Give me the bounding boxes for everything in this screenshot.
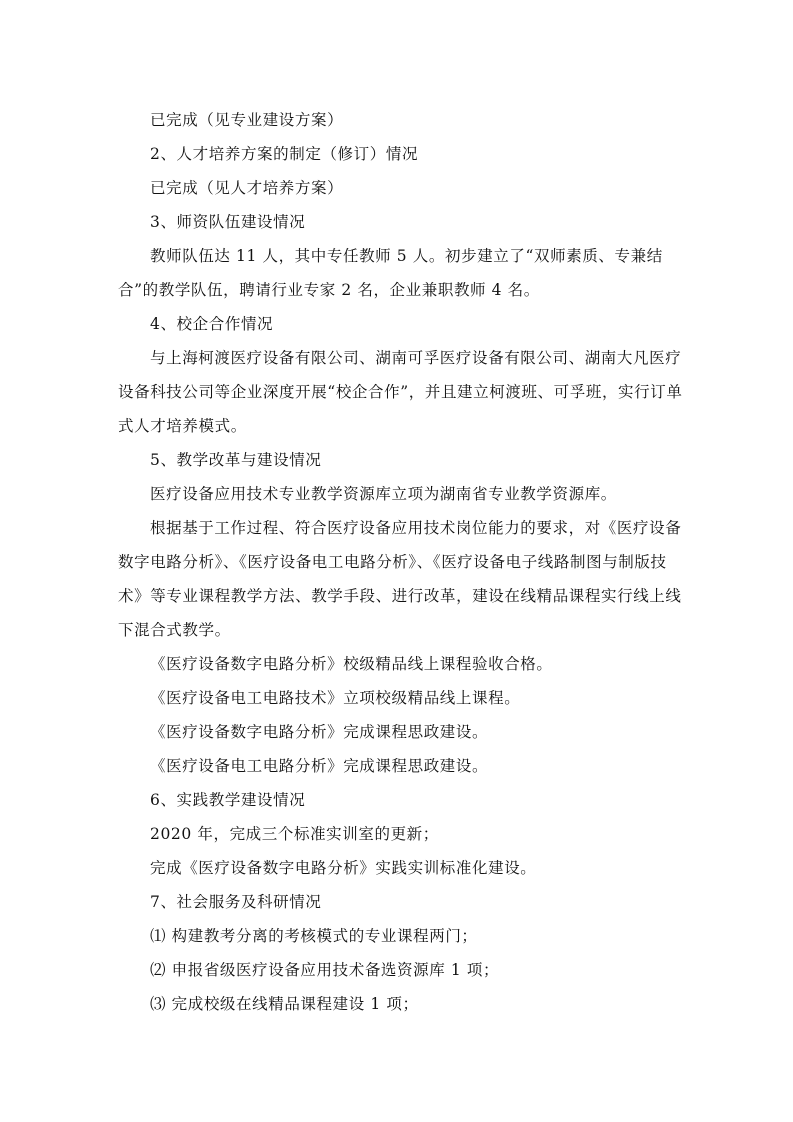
section-heading-school-enterprise: 4、校企合作情况: [150, 315, 274, 333]
section-heading-faculty: 3、师资队伍建设情况: [150, 213, 306, 231]
status-completed-training: 已完成（见人才培养方案）: [150, 179, 344, 197]
status-completed-construction: 已完成（见专业建设方案）: [150, 111, 344, 129]
course-item: 《医疗设备电工电路分析》完成课程思政建设。: [150, 757, 489, 775]
reform-paragraph: 根据基于工作过程、符合医疗设备应用技术岗位能力的要求，对《医疗设备数字电路分析》、《医疗设备电工电路分析》、《医疗设备电子线路制图与制版技术》等专业课程教学方法、教学手段、进行改革，建设在线精品课程实行线上线下混合式教学。: [118, 519, 682, 639]
document-body: [118, 103, 688, 1021]
faculty-paragraph: 教师队伍达 11 人，其中专任教师 5 人。初步建立了“双师素质、专兼结合”的教学队伍，聘请行业专家 2 名，企业兼职教师 4 名。: [118, 247, 663, 299]
course-item: 《医疗设备数字电路分析》校级精品线上课程验收合格。: [150, 655, 553, 673]
service-item: ⑴ 构建教考分离的考核模式的专业课程两门；: [150, 927, 478, 945]
practice-item: 完成《医疗设备数字电路分析》实践实训标准化建设。: [150, 859, 537, 877]
course-item: 《医疗设备电工电路技术》立项校级精品线上课程。: [150, 689, 521, 707]
section-heading-training-plan: 2、人才培养方案的制定（修订）情况: [150, 145, 419, 163]
section-heading-teaching-reform: 5、教学改革与建设情况: [150, 451, 322, 469]
course-item: 《医疗设备数字电路分析》完成课程思政建设。: [150, 723, 489, 741]
section-heading-practice: 6、实践教学建设情况: [150, 791, 306, 809]
section-heading-social-service: 7、社会服务及科研情况: [150, 893, 322, 911]
resource-library-paragraph: 医疗设备应用技术专业教学资源库立项为湖南省专业教学资源库。: [150, 485, 617, 503]
school-enterprise-paragraph: 与上海柯渡医疗设备有限公司、湖南可孚医疗设备有限公司、湖南大凡医疗设备科技公司等企业深度开展“校企合作”，并且建立柯渡班、可孚班，实行订单式人才培养模式。: [118, 349, 683, 435]
practice-item: 2020 年，完成三个标准实训室的更新；: [150, 825, 439, 843]
service-item: ⑶ 完成校级在线精品课程建设 1 项；: [150, 995, 419, 1013]
service-item: ⑵ 申报省级医疗设备应用技术备选资源库 1 项；: [150, 961, 500, 979]
